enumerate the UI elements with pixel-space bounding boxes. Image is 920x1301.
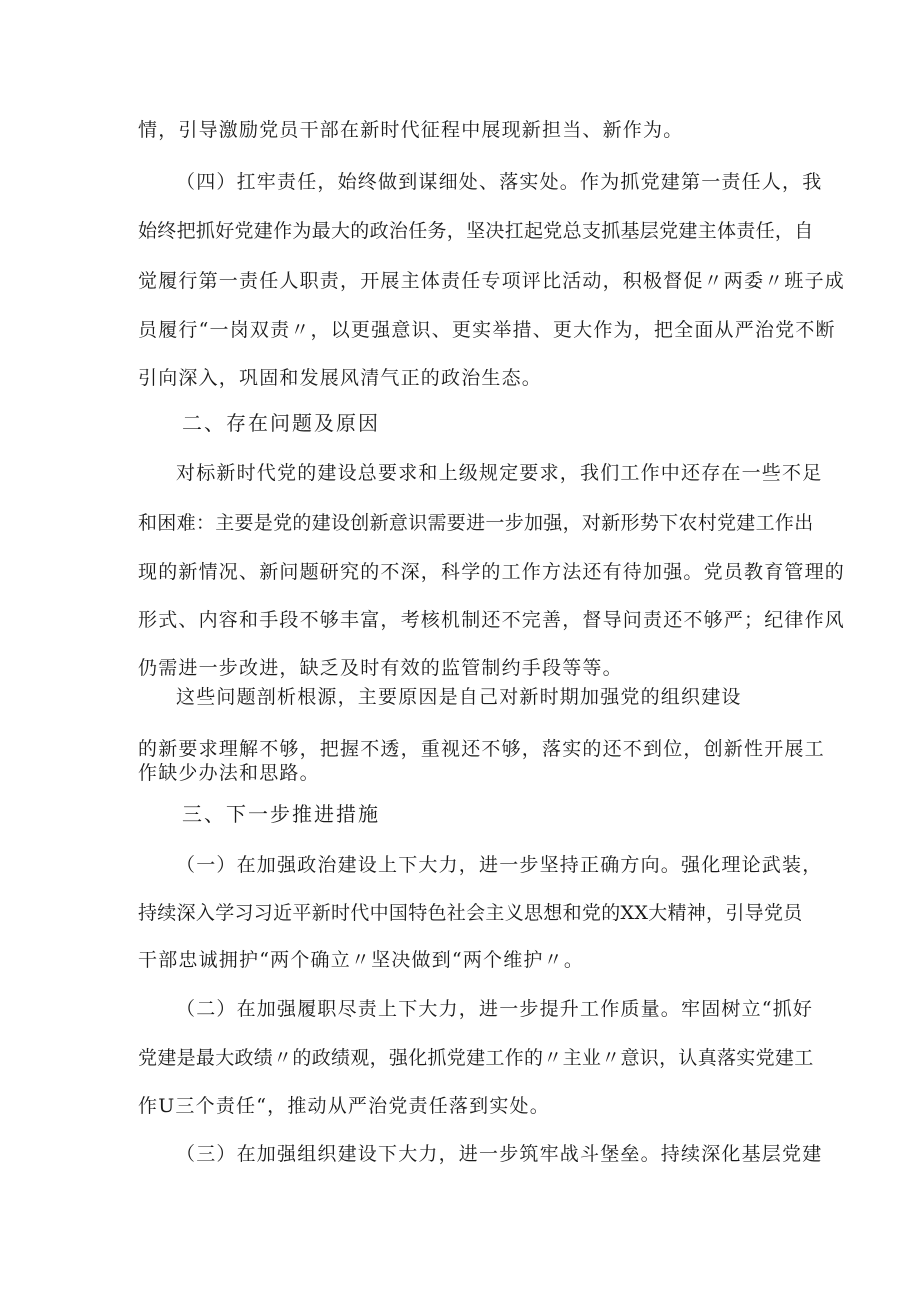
paragraph-line: （一）在加强政治建设上下大力，进一步坚持正确方向。强化理论武装， <box>176 854 823 876</box>
section-heading: 三、下一步推进措施 <box>182 802 380 826</box>
paragraph-line: （三）在加强组织建设下大力，进一步筑牢战斗堡垒。持续深化基层党建 <box>176 1143 823 1165</box>
paragraph-line: 引向深入，巩固和发展风清气正的政治生态。 <box>138 367 543 389</box>
paragraph-line: 始终把抓好党建作为最大的政治任务，坚决扛起党总支抓基层党建主体责任，自 <box>138 220 814 242</box>
paragraph-line: 员履行“一岗双责〃，以更强意识、更实举措、更大作为，把全面从严治党不断 <box>138 319 836 341</box>
paragraph-line: 党建是最大政绩〃的政绩观，强化抓党建工作的〃主业〃意识，认真落实党建工 <box>138 1047 814 1069</box>
paragraph-line: （四）扛牢责任，始终做到谋细处、落实处。作为抓党建第一责任人，我 <box>176 171 823 193</box>
paragraph-line: 这些问题剖析根源，主要原因是自己对新时期加强党的组织建设 <box>176 686 742 708</box>
section-heading: 二、存在问题及原因 <box>182 411 380 435</box>
paragraph-line: 和困难：主要是党的建设创新意识需要进一步加强，对新形势下农村党建工作出 <box>138 512 814 534</box>
paragraph-line: 情，引导激励党员干部在新时代征程中展现新担当、新作为。 <box>138 119 684 141</box>
paragraph-line: 觉履行第一责任人职责，开展主体责任专项评比活动，积极督促〃两委〃班子成 <box>138 270 846 292</box>
paragraph-line: 形式、内容和手段不够丰富，考核机制还不完善，督导问责还不够严；纪律作风 <box>138 609 846 631</box>
paragraph-line: 仍需进一步改进，缺乏及时有效的监管制约手段等等。 <box>138 657 623 679</box>
paragraph-line: 现的新情况、新问题研究的不深，科学的工作方法还有待加强。党员教育管理的 <box>138 561 846 583</box>
paragraph-line: 持续深入学习习近平新时代中国特色社会主义思想和党的XX大精神，引导党员 <box>138 902 803 924</box>
paragraph-line: 作U三个责任“，推动从严治党责任落到实处。 <box>138 1095 550 1117</box>
paragraph-line: 作缺少办法和思路。 <box>138 762 320 784</box>
paragraph-line: （二）在加强履职尽责上下大力，进一步提升工作质量。牢固树立“抓好 <box>176 998 814 1020</box>
paragraph-line: 干部忠诚拥护“两个确立〃坚决做到“两个维护〃。 <box>138 949 585 971</box>
paragraph-line: 的新要求理解不够，把握不透，重视还不够，落实的还不到位，创新性开展工 <box>138 738 825 760</box>
paragraph-line: 对标新时代党的建设总要求和上级规定要求，我们工作中还存在一些不足 <box>176 462 823 484</box>
